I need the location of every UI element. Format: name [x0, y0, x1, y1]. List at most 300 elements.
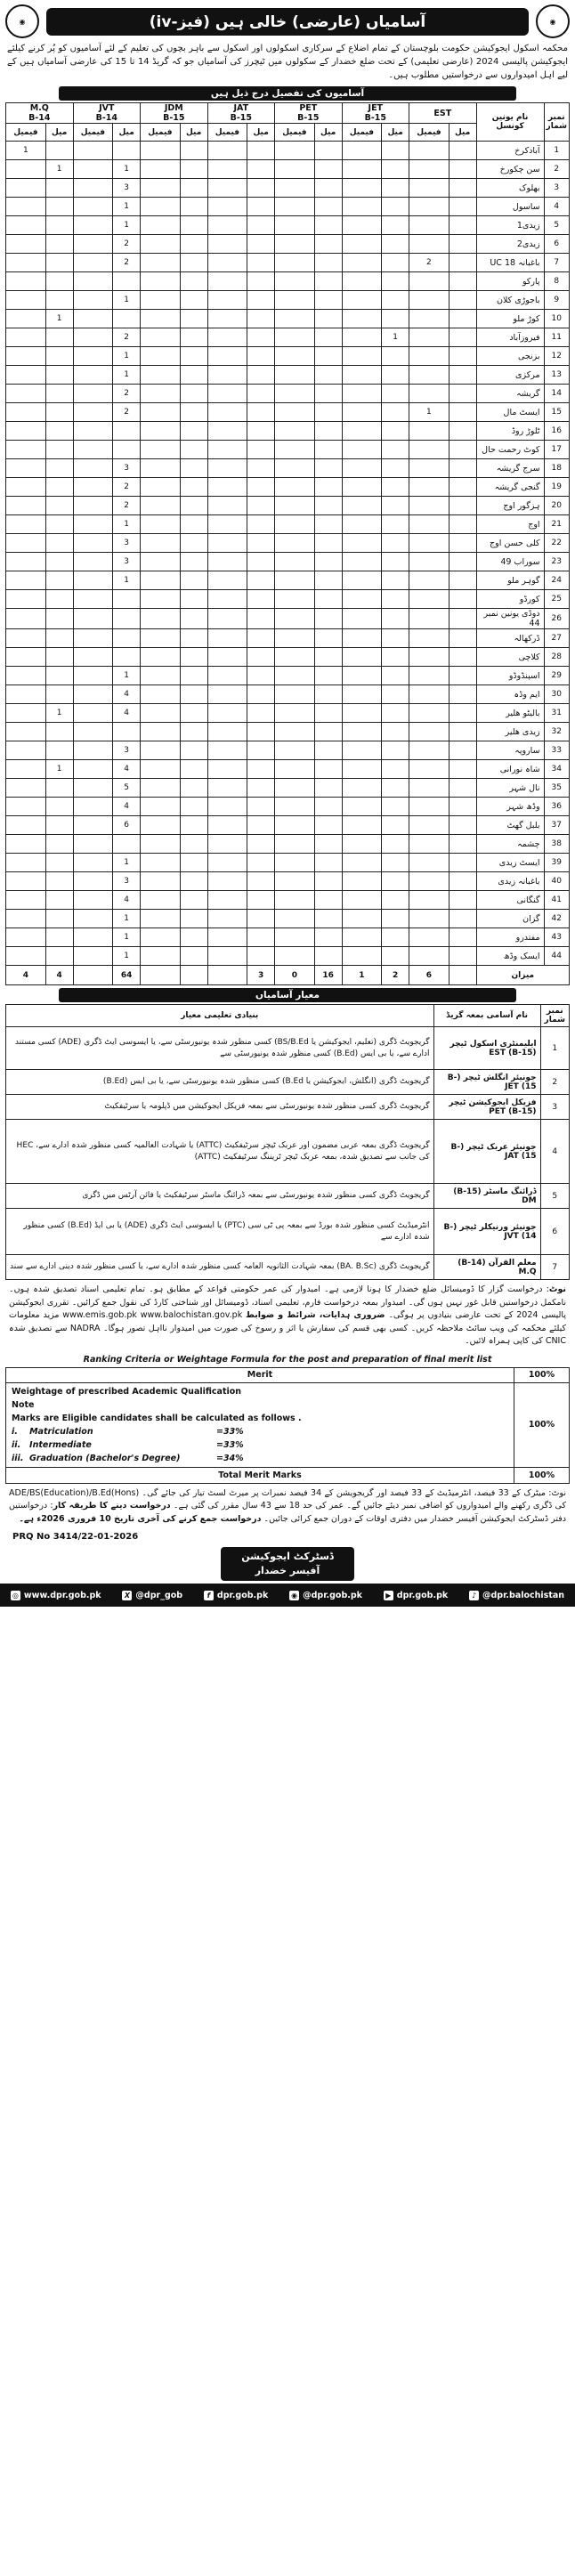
vacancy-count: [314, 441, 342, 459]
vacancy-count: 1: [113, 515, 141, 534]
post-code: EST: [433, 108, 452, 118]
footer-link[interactable]: [11, 1591, 101, 1600]
vacancy-row: [6, 648, 570, 667]
row-sn: 8: [544, 272, 569, 291]
vacancy-count: [73, 872, 113, 891]
vacancy-count: [73, 779, 113, 798]
vacancy-count: [45, 534, 73, 553]
vacancy-count: [207, 854, 247, 872]
vacancy-count: [207, 459, 247, 478]
vacancy-count: 1: [113, 571, 141, 590]
vacancy-count: [6, 310, 46, 328]
post-code: JVT: [99, 103, 115, 113]
vacancy-count: [141, 609, 181, 629]
total-count: 6: [409, 966, 449, 985]
footer-link[interactable]: [384, 1591, 448, 1600]
vacancy-count: [141, 798, 181, 816]
vacancy-count: 1: [113, 216, 141, 235]
vacancy-count: [314, 272, 342, 291]
row-union-council: بلبل گھٹ: [476, 816, 544, 835]
vacancy-count: [180, 928, 207, 947]
vacancy-count: [449, 497, 476, 515]
merit-item-label: iii. Graduation (Bachelor's Degree): [12, 1453, 181, 1463]
criteria-row: [6, 1255, 570, 1280]
vacancy-count: [275, 478, 315, 497]
row-sn: 41: [544, 891, 569, 910]
vacancy-count: [73, 590, 113, 609]
vacancy-count: [180, 422, 207, 441]
vacancy-count: [314, 497, 342, 515]
vacancy-count: [342, 272, 382, 291]
vacancy-count: [6, 947, 46, 966]
vacancy-count: [207, 872, 247, 891]
vacancy-count: [382, 667, 409, 685]
vacancy-count: [141, 553, 181, 571]
vacancy-row: [6, 854, 570, 872]
vacancy-count: [382, 534, 409, 553]
vacancy-count: 1: [6, 142, 46, 160]
vacancy-row: [6, 816, 570, 835]
vacancy-count: [409, 648, 449, 667]
vacancy-count: [141, 741, 181, 760]
vacancy-count: [382, 347, 409, 366]
row-sn: 37: [544, 816, 569, 835]
vacancy-count: [409, 366, 449, 385]
total-count: [180, 966, 207, 985]
row-union-council: شاہ نورانی: [476, 760, 544, 779]
vacancy-count: [409, 515, 449, 534]
vacancy-count: [207, 310, 247, 328]
vacancy-count: [449, 478, 476, 497]
vacancy-count: [6, 291, 46, 310]
vacancy-count: 2: [113, 497, 141, 515]
vacancy-row: [6, 385, 570, 403]
row-union-council: کلاچی: [476, 648, 544, 667]
gender-header-female: فیمیل: [73, 124, 113, 142]
vacancy-count: [247, 648, 275, 667]
vacancy-count: [382, 947, 409, 966]
vacancy-count: [382, 478, 409, 497]
vacancy-count: [6, 459, 46, 478]
vacancy-count: [247, 403, 275, 422]
vacancy-count: [275, 179, 315, 198]
row-sn: 24: [544, 571, 569, 590]
merit-details-cell: [6, 1382, 514, 1467]
row-sn: 25: [544, 590, 569, 609]
vacancy-count: [382, 459, 409, 478]
vacancy-count: [45, 609, 73, 629]
row-sn: 11: [544, 328, 569, 347]
vacancy-count: [45, 179, 73, 198]
vacancy-count: [45, 291, 73, 310]
vacancy-count: [409, 798, 449, 816]
vacancy-count: [73, 515, 113, 534]
post-header-jvt: [73, 103, 141, 124]
vacancy-count: [73, 534, 113, 553]
vacancy-count: [207, 347, 247, 366]
footer-link[interactable]: [122, 1591, 182, 1600]
vacancy-count: [275, 328, 315, 347]
vacancy-count: [180, 366, 207, 385]
vacancy-count: [141, 816, 181, 835]
vacancy-count: [382, 515, 409, 534]
vacancy-count: [342, 723, 382, 741]
vacancy-count: [247, 160, 275, 179]
vacancy-count: [449, 160, 476, 179]
vacancy-count: [382, 291, 409, 310]
vacancy-count: [180, 571, 207, 590]
vacancy-count: [382, 198, 409, 216]
weightage-label: Weightage of prescribed Academic Qualification: [12, 1386, 242, 1397]
vacancy-count: 1: [113, 366, 141, 385]
vacancy-count: [342, 704, 382, 723]
vacancy-count: 3: [113, 534, 141, 553]
vacancy-count: [73, 928, 113, 947]
vacancy-count: [180, 235, 207, 254]
vacancy-row: [6, 760, 570, 779]
final-notes-text: نوٹ: میٹرک کے 33 فیصد، انٹرمیڈیٹ کے 33 فیصد اور گریجویشن کے 34 فیصد نمبرات پر میرٹ لسٹ تیار کی جائے گی۔ ADE/BS(Education)/B.Ed(Hons) کی ڈگری رکھنے والے امیدواروں کو اضافی نمبر دیئے جائیں گے۔ عمر کی حد 18 سے 43 سال مقرر کی گئی ہے۔: [9, 1487, 566, 1511]
vacancy-count: [45, 798, 73, 816]
vacancy-count: [342, 328, 382, 347]
vacancy-count: [45, 347, 73, 366]
vacancy-count: 4: [113, 891, 141, 910]
merit-pct-cell: 100%: [514, 1382, 570, 1467]
vacancy-count: [45, 478, 73, 497]
total-merit-value: 100%: [514, 1467, 570, 1483]
vacancy-count: [275, 928, 315, 947]
total-count: [207, 966, 247, 985]
vacancy-count: [6, 835, 46, 854]
vacancy-count: [141, 648, 181, 667]
vacancy-count: [247, 441, 275, 459]
criteria-sn: 6: [540, 1209, 569, 1255]
vacancy-count: [247, 347, 275, 366]
footer-link-text: www.dpr.gob.pk: [23, 1590, 101, 1600]
row-union-council: ایسٹ مال: [476, 403, 544, 422]
vacancy-count: [6, 891, 46, 910]
vacancy-count: [342, 403, 382, 422]
vacancy-count: [73, 441, 113, 459]
vacancy-count: 1: [113, 198, 141, 216]
vacancy-count: [247, 590, 275, 609]
vacancy-count: [409, 328, 449, 347]
post-grade: B-15: [364, 113, 386, 123]
vacancy-count: [207, 629, 247, 648]
vacancy-count: [314, 667, 342, 685]
total-count: 1: [342, 966, 382, 985]
vacancy-count: [6, 723, 46, 741]
vacancy-count: [314, 928, 342, 947]
vacancy-count: [141, 385, 181, 403]
vacancy-count: 1: [113, 947, 141, 966]
vacancy-count: [409, 571, 449, 590]
vacancy-count: [342, 198, 382, 216]
vacancy-count: [141, 704, 181, 723]
vacancy-count: [73, 835, 113, 854]
vacancy-count: [409, 910, 449, 928]
row-sn: 28: [544, 648, 569, 667]
vacancy-count: [247, 235, 275, 254]
vacancy-count: [382, 441, 409, 459]
vacancy-count: [180, 515, 207, 534]
vacancy-count: [45, 741, 73, 760]
vacancy-count: [409, 347, 449, 366]
vacancy-count: [113, 590, 141, 609]
vacancy-count: [207, 553, 247, 571]
vacancy-count: [6, 910, 46, 928]
vacancy-row: [6, 704, 570, 723]
vacancy-count: [382, 685, 409, 704]
vacancy-count: [6, 403, 46, 422]
vacancy-count: 3: [113, 741, 141, 760]
vacancy-count: [247, 459, 275, 478]
vacancy-count: [449, 366, 476, 385]
vacancy-count: [207, 441, 247, 459]
vacancy-count: [247, 854, 275, 872]
vacancy-count: [342, 798, 382, 816]
vacancy-count: [314, 328, 342, 347]
vacancy-count: [113, 835, 141, 854]
website-link-1[interactable]: www.balochistan.gov.pk: [140, 1310, 243, 1320]
vacancy-count: [342, 590, 382, 609]
total-count: 64: [113, 966, 141, 985]
vacancy-count: [342, 347, 382, 366]
merit-item-value: =33%: [216, 1439, 244, 1450]
vacancy-count: [314, 179, 342, 198]
vacancy-count: [45, 459, 73, 478]
vacancy-count: [207, 366, 247, 385]
vacancy-count: [180, 385, 207, 403]
vacancy-count: [314, 216, 342, 235]
row-sn: 5: [544, 216, 569, 235]
vacancy-count: [314, 291, 342, 310]
vacancy-count: [45, 235, 73, 254]
vacancy-row: [6, 441, 570, 459]
vacancy-count: [247, 216, 275, 235]
vacancy-count: [73, 854, 113, 872]
vacancy-count: 1: [113, 910, 141, 928]
vacancy-count: [247, 704, 275, 723]
row-sn: 23: [544, 553, 569, 571]
vacancy-count: [382, 910, 409, 928]
vacancy-count: [247, 534, 275, 553]
row-sn: 17: [544, 441, 569, 459]
gender-header-female: فیمیل: [275, 124, 315, 142]
row-sn: 13: [544, 366, 569, 385]
vacancy-count: [247, 553, 275, 571]
vacancy-count: [382, 553, 409, 571]
vacancy-count: [275, 779, 315, 798]
vacancy-count: [247, 198, 275, 216]
vacancy-count: 1: [113, 160, 141, 179]
final-notes: نوٹ: میٹرک کے 33 فیصد، انٹرمیڈیٹ کے 33 فیصد اور گریجویشن کے 34 فیصد نمبرات پر میرٹ لسٹ تیار کی جائے گی۔ ADE/BS(Education)/B.Ed(Hons) کی ڈگری رکھنے والے امیدواروں کو اضافی نمبر دیئے جائیں گے۔ عمر کی حد 18 سے 43 سال مقرر کی گئی ہے۔ درخواست دینے کا طریقہ کار: درخواستیں دفتر ڈسٹرکٹ ایجوکیشن آفیسر خضدار میں دفتری اوقات کے دوران جمع کرائی جائیں۔ درخواست جمع کرنے کی آخری تاریخ 10 فروری 2026ء ہے۔: [9, 1487, 566, 1524]
vacancy-count: [207, 254, 247, 272]
vacancy-count: 2: [409, 254, 449, 272]
vacancy-count: [275, 571, 315, 590]
row-union-council: فیروزآباد: [476, 328, 544, 347]
criteria-sn: 5: [540, 1184, 569, 1209]
merit-item-label: ii. Intermediate: [12, 1439, 92, 1450]
vacancy-count: [247, 571, 275, 590]
post-code: JDM: [164, 103, 183, 113]
vacancy-count: [314, 422, 342, 441]
vacancy-count: [314, 910, 342, 928]
vacancy-count: [409, 704, 449, 723]
vacancy-count: [275, 347, 315, 366]
vacancy-count: [141, 534, 181, 553]
row-sn: 12: [544, 347, 569, 366]
vacancy-count: [449, 816, 476, 835]
row-sn: 15: [544, 403, 569, 422]
post-grade: B-15: [230, 113, 252, 123]
vacancy-count: [314, 723, 342, 741]
x-icon: X: [122, 1591, 132, 1600]
vacancy-count: [275, 910, 315, 928]
vacancy-row: [6, 272, 570, 291]
vacancy-count: [141, 515, 181, 534]
vacancy-count: [45, 198, 73, 216]
vacancy-count: [247, 366, 275, 385]
vacancy-header-sn: نمبر شمار: [544, 103, 569, 142]
vacancy-count: [141, 872, 181, 891]
row-sn: 39: [544, 854, 569, 872]
vacancy-row: [6, 798, 570, 816]
gender-header-female: فیمیل: [409, 124, 449, 142]
vacancy-count: [113, 629, 141, 648]
vacancy-count: [6, 571, 46, 590]
vacancy-count: [73, 667, 113, 685]
merit-item-label: i. Matriculation: [12, 1426, 93, 1437]
vacancy-count: [275, 854, 315, 872]
vacancy-count: [314, 854, 342, 872]
row-union-council: ایم وڈہ: [476, 685, 544, 704]
vacancy-count: [409, 891, 449, 910]
row-union-council: آبادکرخ: [476, 142, 544, 160]
vacancy-count: [449, 741, 476, 760]
vacancy-count: [180, 648, 207, 667]
vacancy-count: [207, 798, 247, 816]
vacancy-count: [409, 459, 449, 478]
vacancy-count: [275, 142, 315, 160]
vacancy-count: [342, 385, 382, 403]
intro-paragraph: محکمہ اسکول ایجوکیشن حکومت بلوچستان کے تمام اضلاع کے سرکاری اسکولوں اور اسکول سے باہر بچوں کی تعلیم کے لئے آسامیوں کو پُر کرنے کیلئے ایجوکیشن پالیسی 2024 (عارضی تعلیمی) کے تحت ضلع خضدار کے سکولوں میں ٹیچرز کی آسامیاں جو کہ گریڈ 14 تا 15 کی عارضی آسامیاں ہیں کے لیے اہل امیدواروں سے درخواستیں مطلوب ہیں۔: [7, 44, 569, 80]
vacancy-count: [6, 497, 46, 515]
vacancy-count: [275, 872, 315, 891]
vacancy-count: [45, 515, 73, 534]
post-grade: B-14: [28, 113, 51, 123]
vacancy-count: [409, 590, 449, 609]
vacancy-count: [247, 254, 275, 272]
vacancy-count: [382, 891, 409, 910]
vacancy-count: [382, 798, 409, 816]
gender-header-male: میل: [113, 124, 141, 142]
footer-link[interactable]: [469, 1591, 564, 1600]
vacancy-row: [6, 609, 570, 629]
vacancy-count: [180, 872, 207, 891]
post-header-jdm: [141, 103, 208, 124]
vacancy-count: [6, 347, 46, 366]
vacancy-count: [73, 385, 113, 403]
vacancy-count: [6, 198, 46, 216]
vacancy-count: [342, 553, 382, 571]
vacancy-count: 1: [382, 328, 409, 347]
vacancy-count: [409, 685, 449, 704]
vacancy-count: [113, 272, 141, 291]
post-grade: B-15: [297, 113, 320, 123]
vacancy-count: [449, 854, 476, 872]
vacancy-row: [6, 741, 570, 760]
criteria-row: [6, 1027, 570, 1070]
vacancy-count: [449, 235, 476, 254]
row-union-council: زیدی2: [476, 235, 544, 254]
vacancy-count: [409, 497, 449, 515]
vacancy-count: [342, 291, 382, 310]
vacancy-count: [382, 422, 409, 441]
officer-line-2: آفیسر خضدار: [255, 1565, 320, 1576]
vacancy-count: [6, 254, 46, 272]
vacancy-count: [409, 478, 449, 497]
row-union-council: مفتدرو: [476, 928, 544, 947]
criteria-header-post: نام آسامی بمعہ گریڈ: [433, 1005, 540, 1027]
vacancy-count: [409, 723, 449, 741]
vacancy-count: [275, 441, 315, 459]
vacancy-count: [382, 497, 409, 515]
vacancy-count: [409, 385, 449, 403]
vacancy-count: [180, 779, 207, 798]
criteria-sn: 2: [540, 1070, 569, 1095]
vacancy-count: [409, 272, 449, 291]
row-sn: 27: [544, 629, 569, 648]
vacancy-row: [6, 515, 570, 534]
row-union-council: باغبانہ زیدی: [476, 872, 544, 891]
vacancy-row: [6, 928, 570, 947]
criteria-section-title: معیار آسامیاں: [59, 988, 516, 1002]
vacancy-count: [449, 347, 476, 366]
vacancy-count: [449, 403, 476, 422]
page-title: آسامیاں (عارضی) خالی ہیں (فیز-iv): [46, 8, 529, 36]
row-union-council: گنگانی: [476, 891, 544, 910]
vacancy-row: [6, 366, 570, 385]
vacancy-count: [45, 667, 73, 685]
vacancy-count: [247, 872, 275, 891]
vacancy-count: [45, 590, 73, 609]
row-union-council: بزنجی: [476, 347, 544, 366]
vacancy-count: 1: [409, 403, 449, 422]
vacancy-count: [113, 648, 141, 667]
row-sn: 16: [544, 422, 569, 441]
website-link-2[interactable]: www.emis.gob.pk: [62, 1310, 137, 1320]
row-union-council: ٹلوڑ روڈ: [476, 422, 544, 441]
vacancy-count: [141, 235, 181, 254]
vacancy-count: [73, 142, 113, 160]
footer-link[interactable]: [289, 1591, 362, 1600]
vacancy-count: [275, 459, 315, 478]
row-union-council: کلی حسن اوج: [476, 534, 544, 553]
footer-link[interactable]: [204, 1591, 268, 1600]
vacancy-count: [45, 441, 73, 459]
vacancy-count: [314, 947, 342, 966]
vacancy-count: [382, 928, 409, 947]
vacancy-count: [180, 403, 207, 422]
vacancy-count: [207, 328, 247, 347]
notes-more-text: مزید معلومات کیلئے محکمہ کی ویب سائٹ ملاحظہ کریں۔ کسی بھی قسم کی سفارش یا اثر و رسوخ کی صورت میں امیدوار نااہل تصور ہوگا۔ NADRA سے تصدیق شدہ CNIC کی کاپی ہمراہ لائیں۔: [9, 1310, 566, 1346]
total-count: 16: [314, 966, 342, 985]
vacancy-count: [275, 816, 315, 835]
vacancy-count: [73, 553, 113, 571]
vacancy-count: [342, 928, 382, 947]
vacancy-count: [449, 835, 476, 854]
vacancy-row: [6, 422, 570, 441]
